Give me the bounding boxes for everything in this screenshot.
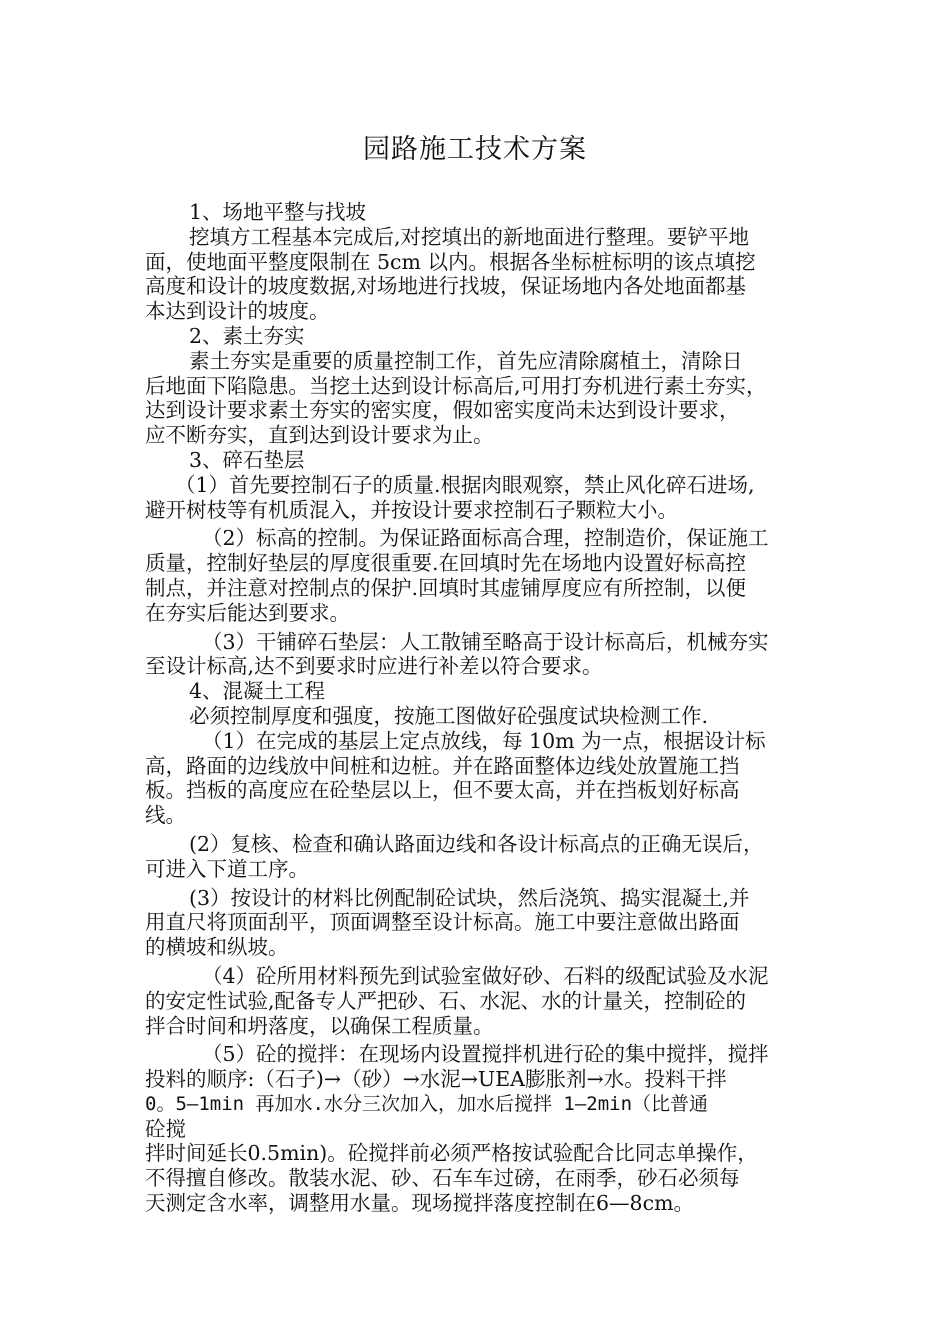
paragraph-line: 拌合时间和坍落度，以确保工程质量。 bbox=[145, 1013, 494, 1038]
section-heading: 2、素土夯实 bbox=[189, 323, 305, 348]
paragraph-line: （1）在完成的基层上定点放线，每 10m 为一点，根据设计标 bbox=[202, 728, 766, 753]
paragraph-line: 用直尺将顶面刮平，顶面调整至设计标高。施工中要注意做出路面 bbox=[145, 910, 740, 935]
paragraph-line: 拌时间延长0.5min)。砼搅拌前必须严格按试验配合比同志单操作， bbox=[145, 1141, 758, 1166]
document-title: 园路施工技术方案 bbox=[363, 134, 587, 165]
paragraph-line: 板。挡板的高度应在砼垫层以上，但不要太高，并在挡板划好标高 bbox=[145, 778, 740, 803]
paragraph-line: 可进入下道工序。 bbox=[145, 856, 309, 881]
paragraph-line: 线。 bbox=[145, 803, 186, 828]
paragraph-line: 素土夯实是重要的质量控制工作，首先应清除腐植土，清除日 bbox=[189, 348, 743, 373]
paragraph-line: （2）标高的控制。为保证路面标高合理，控制造价，保证施工 bbox=[202, 526, 769, 551]
section-heading: 4、混凝土工程 bbox=[189, 679, 326, 704]
section-heading: 1、场地平整与找坡 bbox=[189, 200, 367, 224]
paragraph-line: 本达到设计的坡度。 bbox=[145, 299, 330, 324]
paragraph-line: 0。5—1min 再加水.水分三次加入，加水后搅拌 1—2min（比普通 bbox=[145, 1092, 709, 1115]
paragraph-line: 高，路面的边线放中间桩和边桩。并在路面整体边线处放置施工挡 bbox=[145, 753, 740, 778]
paragraph-line: 砼搅 bbox=[145, 1116, 186, 1141]
paragraph-line: 避开树枝等有机质混入，并按设计要求控制石子颗粒大小。 bbox=[145, 497, 678, 522]
paragraph-line: 的安定性试验,配备专人严把砂、石、水泥、水的计量关，控制砼的 bbox=[145, 988, 747, 1013]
paragraph-line: 不得擅自修改。散装水泥、砂、石车车过磅，在雨季，砂石必须每 bbox=[145, 1166, 740, 1191]
paragraph-line: 必须控制厚度和强度，按施工图做好砼强度试块检测工作. bbox=[189, 703, 709, 728]
paragraph-line: 在夯实后能达到要求。 bbox=[145, 600, 350, 625]
paragraph-line: 达到设计要求素土夯实的密实度，假如密实度尚未达到设计要求， bbox=[145, 398, 740, 423]
paragraph-line: （1）首先要控制石子的质量.根据肉眼观察，禁止风化碎石进场, bbox=[175, 472, 755, 497]
paragraph-line: 应不断夯实，直到达到设计要求为止。 bbox=[145, 423, 494, 448]
paragraph-line: 投料的顺序:（石子)→（砂）→水泥→UEA膨胀剂→水。投料干拌 bbox=[145, 1067, 727, 1092]
paragraph-line: 的横坡和纵坡。 bbox=[145, 935, 289, 960]
paragraph-line: 天测定含水率，调整用水量。现场搅拌落度控制在6—8cm。 bbox=[145, 1191, 695, 1216]
paragraph-line: 挖填方工程基本完成后,对挖填出的新地面进行整理。要铲平地 bbox=[189, 224, 750, 249]
paragraph-line: （4）砼所用材料预先到试验室做好砂、石料的级配试验及水泥 bbox=[202, 963, 769, 988]
paragraph-line: 至设计标高,达不到要求时应进行补差以符合要求。 bbox=[145, 654, 603, 679]
paragraph-line: （5）砼的搅拌：在现场内设置搅拌机进行砼的集中搅拌，搅拌 bbox=[202, 1042, 769, 1067]
paragraph-line: 质量，控制好垫层的厚度很重要.在回填时先在场地内设置好标高控 bbox=[145, 551, 747, 576]
paragraph-line: （3）干铺碎石垫层：人工散铺至略高于设计标高后，机械夯实 bbox=[202, 629, 769, 654]
paragraph-line: 高度和设计的坡度数据,对场地进行找坡，保证场地内各处地面都基 bbox=[145, 274, 747, 299]
paragraph-line: (2）复核、检查和确认路面边线和各设计标高点的正确无误后， bbox=[189, 831, 764, 856]
paragraph-line: 制点，并注意对控制点的保护.回填时其虚铺厚度应有所控制，以便 bbox=[145, 575, 747, 600]
paragraph-line: 面，使地面平整度限制在 5cm 以内。根据各坐标桩标明的该点填挖 bbox=[145, 249, 756, 274]
section-heading: 3、碎石垫层 bbox=[189, 447, 305, 472]
paragraph-line: 后地面下陷隐患。当挖土达到设计标高后,可用打夯机进行素土夯实， bbox=[145, 373, 767, 398]
document-body bbox=[145, 200, 830, 1216]
paragraph-line: (3）按设计的材料比例配制砼试块，然后浇筑、捣实混凝土,并 bbox=[189, 885, 750, 910]
